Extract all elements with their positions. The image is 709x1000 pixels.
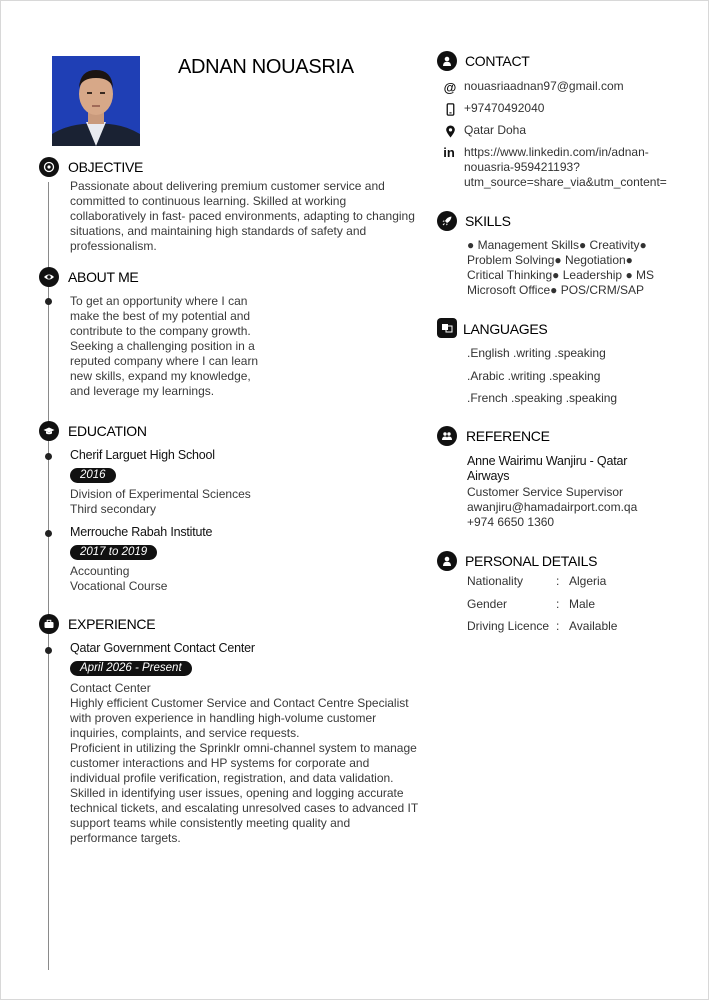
rocket-icon <box>437 211 457 231</box>
profile-photo <box>52 56 140 146</box>
reference-name: Anne Wairimu Wanjiru - Qatar Airways <box>467 454 628 483</box>
reference-email[interactable]: awanjiru@hamadairport.com.qa <box>467 500 638 514</box>
personal-row-sep: : <box>556 597 560 611</box>
language-item: .Arabic .writing .speaking <box>467 369 601 383</box>
language-item: .French .speaking .speaking <box>467 391 618 405</box>
personal-row-sep: : <box>556 619 560 633</box>
language-item: .English .writing .speaking <box>467 346 606 360</box>
at-sign-icon: @ <box>443 79 457 95</box>
reference-role: Customer Service Supervisor <box>467 485 624 499</box>
education-date-badge: 2017 to 2019 <box>70 545 157 560</box>
timeline-dot <box>45 647 52 654</box>
timeline-dot <box>45 530 52 537</box>
target-icon <box>39 157 59 177</box>
reference-phone[interactable]: +974 6650 1360 <box>467 515 555 529</box>
phone-icon <box>443 102 457 116</box>
objective-text: Passionate about delivering premium customer service and committed to continuous learning. Skilled at working collaboratively in fast- paced environments, adapting to changing situations, and maintaining high standards of safety and professionalism. <box>70 179 415 253</box>
contact-email[interactable]: nouasriaadnan97@gmail.com <box>464 79 624 93</box>
candidate-name: ADNAN NOUASRIA <box>178 56 354 78</box>
user-icon <box>437 51 457 71</box>
education-date-badge: 2016 <box>70 468 116 483</box>
education-school: Cherif Larguet High School <box>70 448 215 462</box>
eye-icon <box>39 267 59 287</box>
reference-heading: REFERENCE <box>466 428 550 444</box>
contact-phone[interactable]: +97470492040 <box>464 101 545 115</box>
personal-row-label: Gender <box>467 597 508 611</box>
languages-heading: LANGUAGES <box>463 321 548 337</box>
contact-location: Qatar Doha <box>464 123 527 137</box>
education-details: Division of Experimental Sciences Third secondary <box>70 487 251 516</box>
timeline-dot <box>45 298 52 305</box>
education-details: Accounting Vocational Course <box>70 564 168 593</box>
graduation-cap-icon <box>39 421 59 441</box>
briefcase-icon <box>39 614 59 634</box>
linkedin-icon: in <box>443 144 455 160</box>
personal-row-value: Algeria <box>569 574 607 588</box>
personal-row-label: Nationality <box>467 574 524 588</box>
about-text: To get an opportunity where I can make the best of my potential and contribute to the company growth. Seeking a challenging position in a reputed company where I can learn new skills, expand my knowledge, and leverage my learnings. <box>70 294 259 398</box>
timeline-dot <box>45 453 52 460</box>
skills-list: ● Management Skills● Creativity● Problem Solving● Negotiation● Critical Thinking● Leadership ● MS Microsoft Office● POS/CRM/SAP <box>467 238 655 297</box>
education-heading: EDUCATION <box>68 423 147 439</box>
objective-heading: OBJECTIVE <box>68 159 144 175</box>
experience-text: Contact Center Highly efficient Customer Service and Contact Centre Specialist with proven experience in handling high-volume customer inquiries, complaints, and service requests. Proficient in utilizing the Sprinklr omni-channel system to manage customer interactions and HP systems for corporate and individual profile verification, registration, and data validation. Skilled in identifying user issues, opening and logging accurate technical tickets, and escalating unresolved cases to advanced IT support teams while consistently meeting quality and performance targets. <box>70 681 419 845</box>
personal-row-value: Male <box>569 597 596 611</box>
personal-row-label: Driving Licence <box>467 619 550 633</box>
user-icon <box>437 551 457 571</box>
personal-row-value: Available <box>569 619 618 633</box>
experience-company: Qatar Government Contact Center <box>70 641 255 655</box>
personal-details-heading: PERSONAL DETAILS <box>465 553 598 569</box>
contact-linkedin[interactable]: https://www.linkedin.com/in/adnan- nouasria-959421193? utm_source=share_via&utm_content= <box>464 145 667 189</box>
personal-row-sep: : <box>556 574 560 588</box>
language-icon <box>437 318 457 338</box>
skills-heading: SKILLS <box>465 213 511 229</box>
contact-heading: CONTACT <box>465 53 530 69</box>
location-pin-icon <box>443 124 457 138</box>
education-school: Merrouche Rabah Institute <box>70 525 213 539</box>
experience-date-badge: April 2026 - Present <box>70 661 192 676</box>
people-icon <box>437 426 457 446</box>
experience-heading: EXPERIENCE <box>68 616 156 632</box>
about-heading: ABOUT ME <box>68 269 139 285</box>
